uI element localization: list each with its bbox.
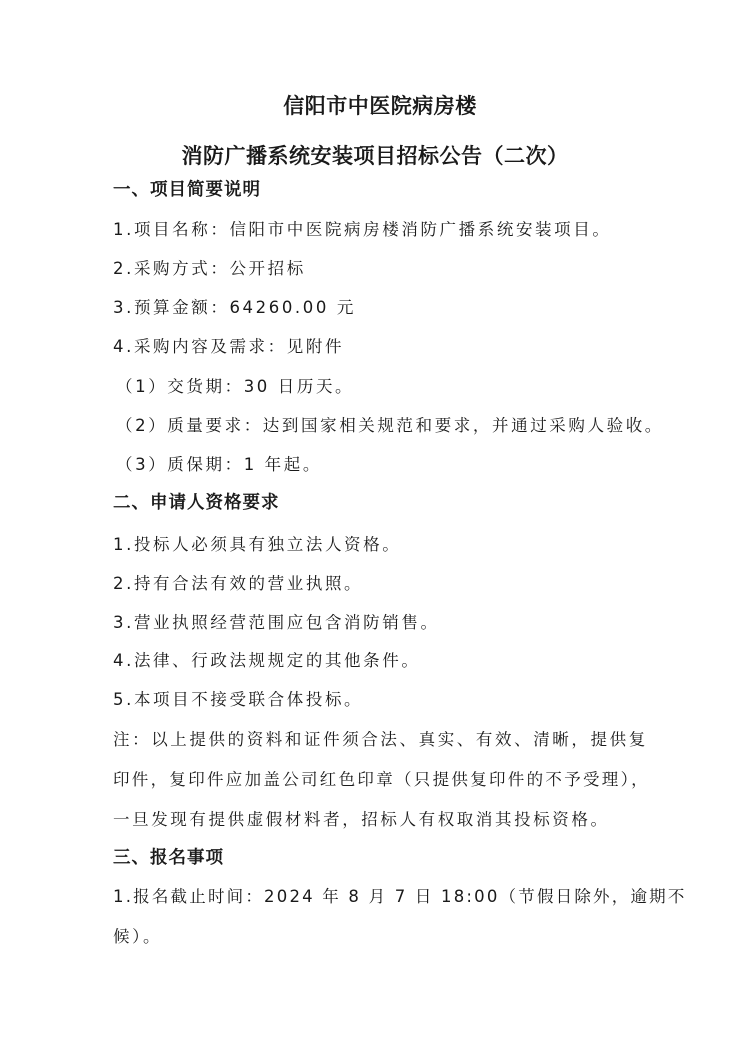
quality-requirement-item: （2）质量要求：达到国家相关规范和要求，并通过采购人验收。 xyxy=(116,416,664,435)
document-title-line-2: 消防广播系统安装项目招标公告（二次） xyxy=(181,144,569,168)
qualification-item: 3.营业执照经营范围应包含消防销售。 xyxy=(113,613,440,632)
warranty-period-item: （3）质保期：1 年起。 xyxy=(116,455,322,474)
qualification-item: 1.投标人必须具有独立法人资格。 xyxy=(113,535,402,554)
document-title-line-1: 信阳市中医院病房楼 xyxy=(283,94,477,118)
section-heading-registration: 三、报名事项 xyxy=(113,848,224,868)
section-heading-project-summary: 一、项目简要说明 xyxy=(113,180,261,200)
procurement-content-item: 4.采购内容及需求：见附件 xyxy=(113,337,345,356)
note-line: 注：以上提供的资料和证件须合法、真实、有效、清晰，提供复 xyxy=(113,730,648,749)
delivery-period-item: （1）交货期：30 日历天。 xyxy=(116,377,355,396)
procurement-method-item: 2.采购方式：公开招标 xyxy=(113,259,306,278)
registration-deadline-line: 1.报名截止时间：2024 年 8 月 7 日 18:00（节假日除外，逾期不 xyxy=(113,887,687,906)
note-line: 印件，复印件应加盖公司红色印章（只提供复印件的不予受理）， xyxy=(113,770,650,789)
budget-item: 3.预算金额：64260.00 元 xyxy=(113,298,356,317)
qualification-item: 2.持有合法有效的营业执照。 xyxy=(113,574,364,593)
section-heading-qualifications: 二、申请人资格要求 xyxy=(113,493,280,513)
qualification-item: 5.本项目不接受联合体投标。 xyxy=(113,690,364,709)
project-name-item: 1.项目名称：信阳市中医院病房楼消防广播系统安装项目。 xyxy=(113,220,612,239)
qualification-item: 4.法律、行政法规规定的其他条件。 xyxy=(113,651,421,670)
note-line: 一旦发现有提供虚假材料者，招标人有权取消其投标资格。 xyxy=(113,810,610,829)
registration-deadline-line: 候）。 xyxy=(113,927,163,946)
